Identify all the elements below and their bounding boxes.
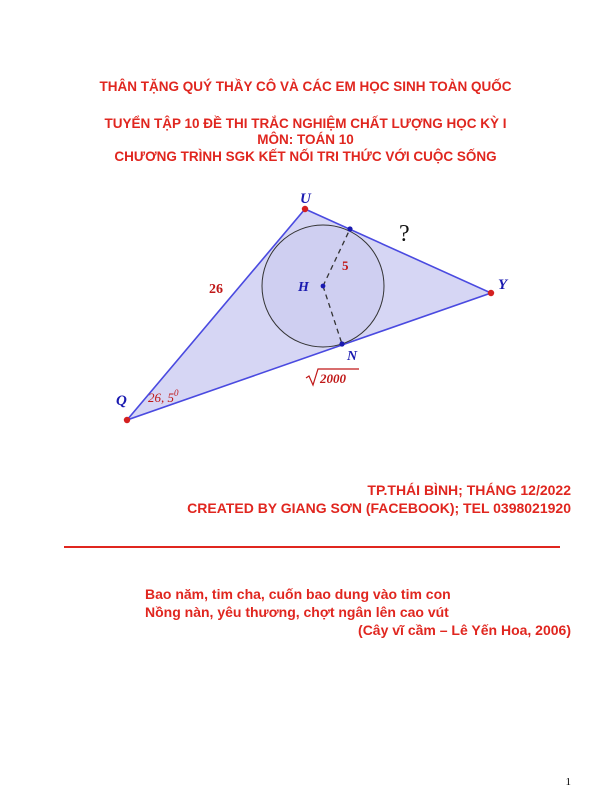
point-q <box>124 417 130 423</box>
poem-line-2: Nồng nàn, yêu thương, chợt ngân lên cao vút <box>145 604 449 620</box>
footer-place-date: TP.THÁI BÌNH; THÁNG 12/2022 <box>367 482 571 498</box>
header-line-2: TUYỂN TẬP 10 ĐỀ THI TRẮC NGHIỆM CHẤT LƯỢNG HỌC KỲ I <box>104 116 507 131</box>
point-n <box>339 341 344 346</box>
divider-line <box>64 546 560 548</box>
label-h: H <box>298 280 309 295</box>
point-y <box>488 290 494 296</box>
page-number: 1 <box>565 776 571 788</box>
poem-line-3: (Cây vĩ cầm – Lê Yến Hoa, 2006) <box>358 622 571 638</box>
label-y: Y <box>498 277 508 293</box>
angle-degree: 0 <box>174 388 179 398</box>
label-unknown: ? <box>399 221 410 247</box>
header-line-3: MÔN: TOÁN 10 <box>257 132 354 147</box>
sqrt-radicand: 2000 <box>320 371 346 386</box>
label-radius: 5 <box>342 258 349 273</box>
label-u: U <box>300 191 311 207</box>
header-line-4: CHƯƠNG TRÌNH SGK KẾT NỐI TRI THỨC VỚI CUỘC SỐNG <box>114 149 497 164</box>
label-side-qu: 26 <box>209 282 223 297</box>
angle-value: 26, 5 <box>148 390 174 405</box>
point-h <box>321 284 326 289</box>
label-n: N <box>347 349 358 364</box>
poem-line-1: Bao năm, tim cha, cuốn bao dung vào tim con <box>145 586 451 602</box>
label-q: Q <box>116 393 127 409</box>
header-line-1: THÂN TẶNG QUÝ THẦY CÔ VÀ CÁC EM HỌC SINH TOÀN QUỐC <box>99 79 512 94</box>
label-side-qn <box>306 369 359 386</box>
footer-credit: CREATED BY GIANG SƠN (FACEBOOK); TEL 0398021920 <box>187 500 571 516</box>
point-tangent-top <box>347 226 352 231</box>
